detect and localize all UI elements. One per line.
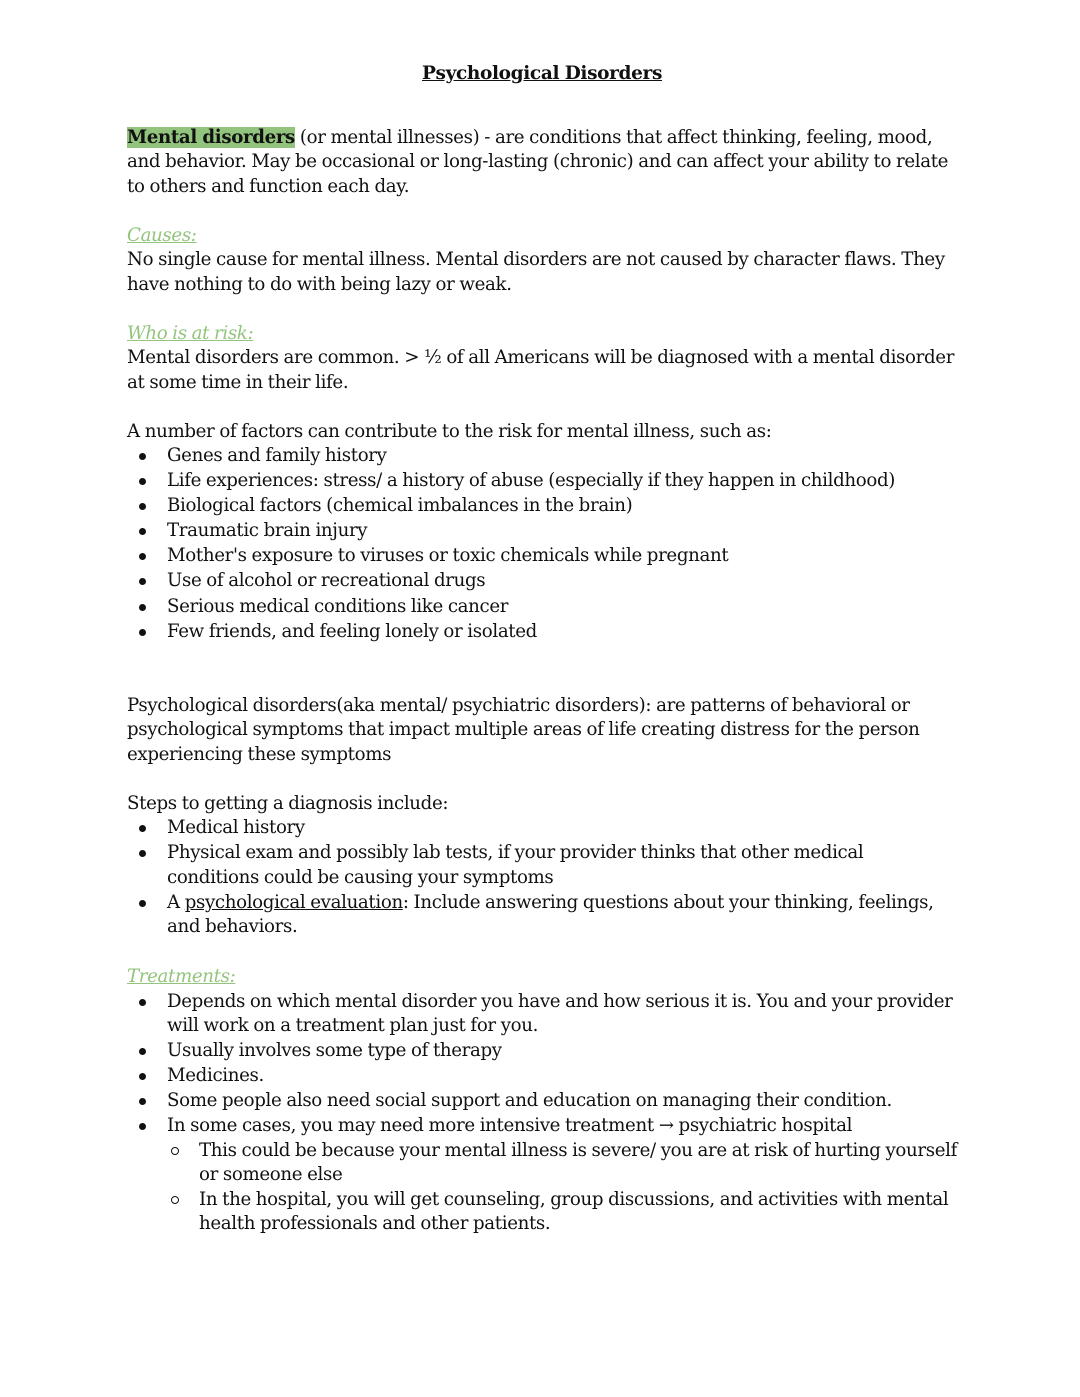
risk-text: Mental disorders are common. > ½ of all Americans will be diagnosed with a mental disorder at some time in their life. [127, 347, 955, 393]
list-item [127, 1114, 957, 1237]
list-item: Traumatic brain injury [127, 519, 957, 544]
psych-definition: Psychological disorders(aka mental/ psychiatric disorders): are patterns of behavioral or psychological symptoms that impact multiple areas of life creating distress for the person experiencing these symptoms [127, 694, 920, 765]
list-item: Physical exam and possibly lab tests, if your provider thinks that other medical conditions could be causing your symptoms [127, 841, 957, 890]
list-item: Life experiences: stress/ a history of abuse (especially if they happen in childhood) [127, 469, 957, 494]
list-item [127, 891, 957, 940]
step3-rest: : Include answering questions about your thinking, feelings, and behaviors. [167, 891, 934, 938]
list-item: Biological factors (chemical imbalances in the brain) [127, 494, 957, 519]
intro-paragraph [127, 126, 957, 200]
list-item: Serious medical conditions like cancer [127, 595, 957, 620]
list-item: Use of alcohol or recreational drugs [127, 569, 957, 594]
treatment-hospital-text: In some cases, you may need more intensive treatment → psychiatric hospital [167, 1115, 853, 1137]
list-item: Genes and family history [127, 444, 957, 469]
risk-heading: Who is at risk: [127, 322, 254, 344]
list-item: Medicines. [127, 1064, 957, 1089]
intro-definition: (or mental illnesses) - are conditions that affect thinking, feeling, mood, and behavior. May be occasional or long-lasting (chronic) and can affect your ability to relate to others and function each day. [127, 126, 949, 197]
diagnosis-intro: Steps to getting a diagnosis include: [127, 792, 449, 814]
step3-prefix: A [167, 891, 185, 913]
list-item: Medical history [127, 816, 957, 841]
list-item: Few friends, and feeling lonely or isolated [127, 620, 957, 645]
treatments-heading: Treatments: [127, 966, 236, 988]
treatments-list [127, 990, 957, 1237]
highlighted-term: Mental disorders [127, 126, 295, 148]
sub-list-item: In the hospital, you will get counseling, group discussions, and activities with mental health professionals and other patients. [127, 1188, 957, 1237]
causes-text: No single cause for mental illness. Mental disorders are not caused by character flaws. They have nothing to do with being lazy or weak. [127, 249, 945, 295]
list-item: Depends on which mental disorder you have and how serious it is. You and your provider will work on a treatment plan just for you. [127, 990, 957, 1039]
document-body [127, 62, 957, 1238]
hospital-sublist [167, 1139, 957, 1237]
page-title: Psychological Disorders [421, 63, 663, 84]
list-item: Some people also need social support and education on managing their condition. [127, 1089, 957, 1114]
risk-factors-list [127, 444, 957, 644]
sub-list-item: This could be because your mental illness is severe/ you are at risk of hurting yourself or someone else [127, 1139, 957, 1188]
diagnosis-steps-list [127, 816, 957, 940]
list-item: Usually involves some type of therapy [127, 1039, 957, 1064]
psychological-evaluation-term: psychological evaluation [184, 891, 403, 913]
list-item: Mother's exposure to viruses or toxic chemicals while pregnant [127, 544, 957, 569]
risk-factors-intro: A number of factors can contribute to the risk for mental illness, such as: [127, 420, 772, 442]
causes-heading: Causes: [127, 224, 197, 246]
